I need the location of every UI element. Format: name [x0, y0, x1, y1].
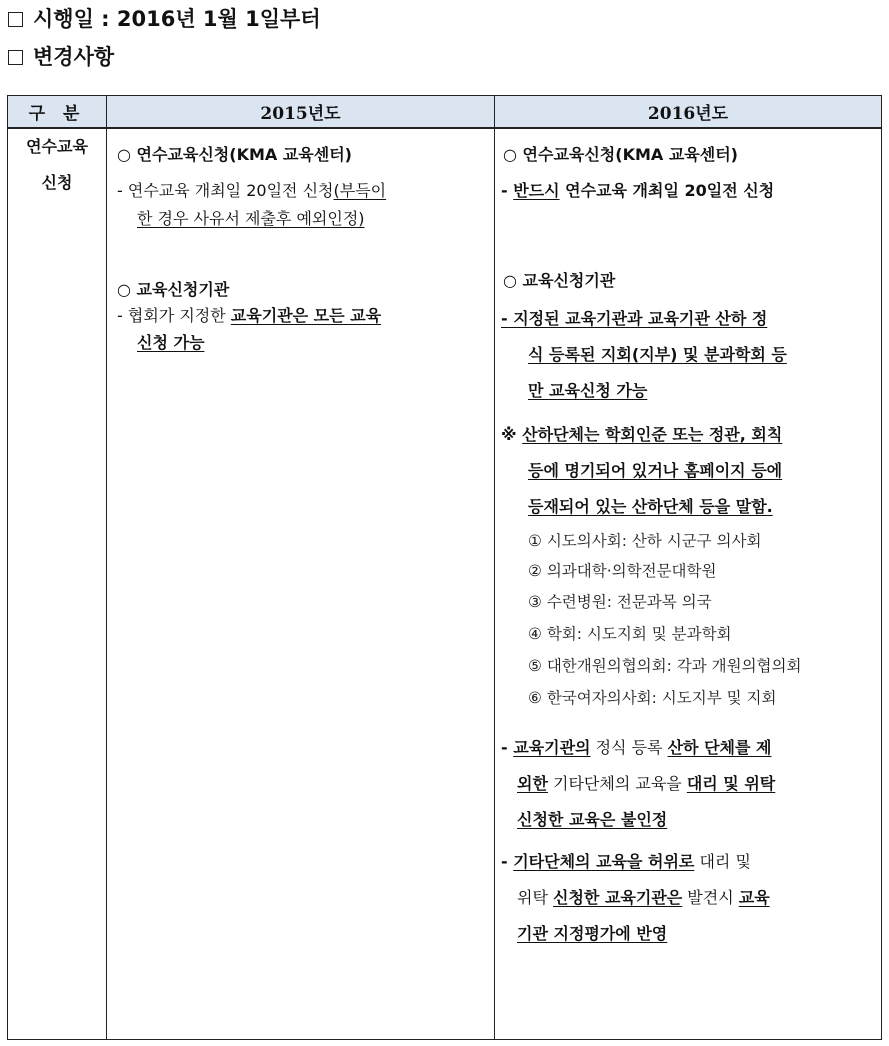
- section-title: ○ 교육신청기관: [503, 271, 616, 290]
- row-label-line: 연수교육: [26, 137, 88, 156]
- rule-line: - 기타단체의 교육을 허위로 대리 및: [501, 852, 751, 871]
- section-title: ○ 연수교육신청(KMA 교육센터): [503, 145, 738, 164]
- list-item: ⑥ 한국여자의사회: 시도지부 및 지회: [528, 689, 777, 707]
- list-item: ④ 학회: 시도지회 및 분과학회: [528, 625, 732, 643]
- comparison-table: [7, 95, 882, 1040]
- row-label-line: 신청: [41, 173, 73, 192]
- header-2016: 2016년도: [495, 96, 882, 129]
- rule-line: 위탁 신청한 교육기관은 발견시 교육: [517, 888, 770, 907]
- header-category: 구 분: [8, 96, 107, 129]
- changes-text: 변경사항: [33, 45, 115, 69]
- table-header-row: [8, 96, 882, 129]
- table-row: [8, 128, 882, 1040]
- note-line: 등에 명기되어 있거나 홈페이지 등에: [528, 461, 783, 480]
- list-item: ⑤ 대한개원의협의회: 각과 개원의협의회: [528, 657, 802, 675]
- text-line: 신청 가능: [137, 333, 205, 352]
- checkbox-square-icon: [8, 50, 23, 65]
- cell-2015: [107, 128, 495, 1040]
- rule-line: 외한 기타단체의 교육을 대리 및 위탁: [517, 774, 776, 793]
- checkbox-square-icon: [8, 12, 23, 27]
- note-line: ※ 산하단체는 학회인준 또는 정관, 회칙: [501, 425, 783, 444]
- rule-line: 기관 지정평가에 반영: [517, 924, 668, 943]
- rule-line: 신청한 교육은 불인정: [517, 810, 668, 829]
- effective-date-heading: [8, 4, 321, 34]
- list-item: ① 시도의사회: 산하 시군구 의사회: [528, 532, 762, 550]
- section-title: ○ 교육신청기관: [117, 280, 230, 299]
- text-line: - 협회가 지정한 교육기관은 모든 교육: [117, 306, 382, 325]
- rule-line: - 교육기관의 정식 등록 산하 단체를 제: [501, 738, 772, 757]
- cell-2016: [495, 128, 882, 1040]
- section-title: ○ 연수교육신청(KMA 교육센터): [117, 145, 352, 164]
- text-line: 한 경우 사유서 제출후 예외인정): [137, 209, 365, 228]
- text-line: - 반드시 연수교육 개최일 20일전 신청: [501, 181, 775, 200]
- row-label: [8, 128, 107, 1040]
- text-line: 식 등록된 지회(지부) 및 분과학회 등: [528, 345, 787, 364]
- list-item: ③ 수련병원: 전문과목 의국: [528, 593, 712, 611]
- text-line: - 연수교육 개최일 20일전 신청(부득이: [117, 181, 387, 200]
- header-2015: 2015년도: [107, 96, 495, 129]
- list-item: ② 의과대학·의학전문대학원: [528, 562, 717, 580]
- text-line: 만 교육신청 가능: [528, 381, 648, 400]
- changes-heading: [8, 42, 114, 72]
- note-line: 등재되어 있는 산하단체 등을 말함.: [528, 497, 773, 516]
- effective-date-text: 시행일 : 2016년 1월 1일부터: [33, 7, 321, 31]
- text-line: - 지정된 교육기관과 교육기관 산하 정: [501, 309, 768, 328]
